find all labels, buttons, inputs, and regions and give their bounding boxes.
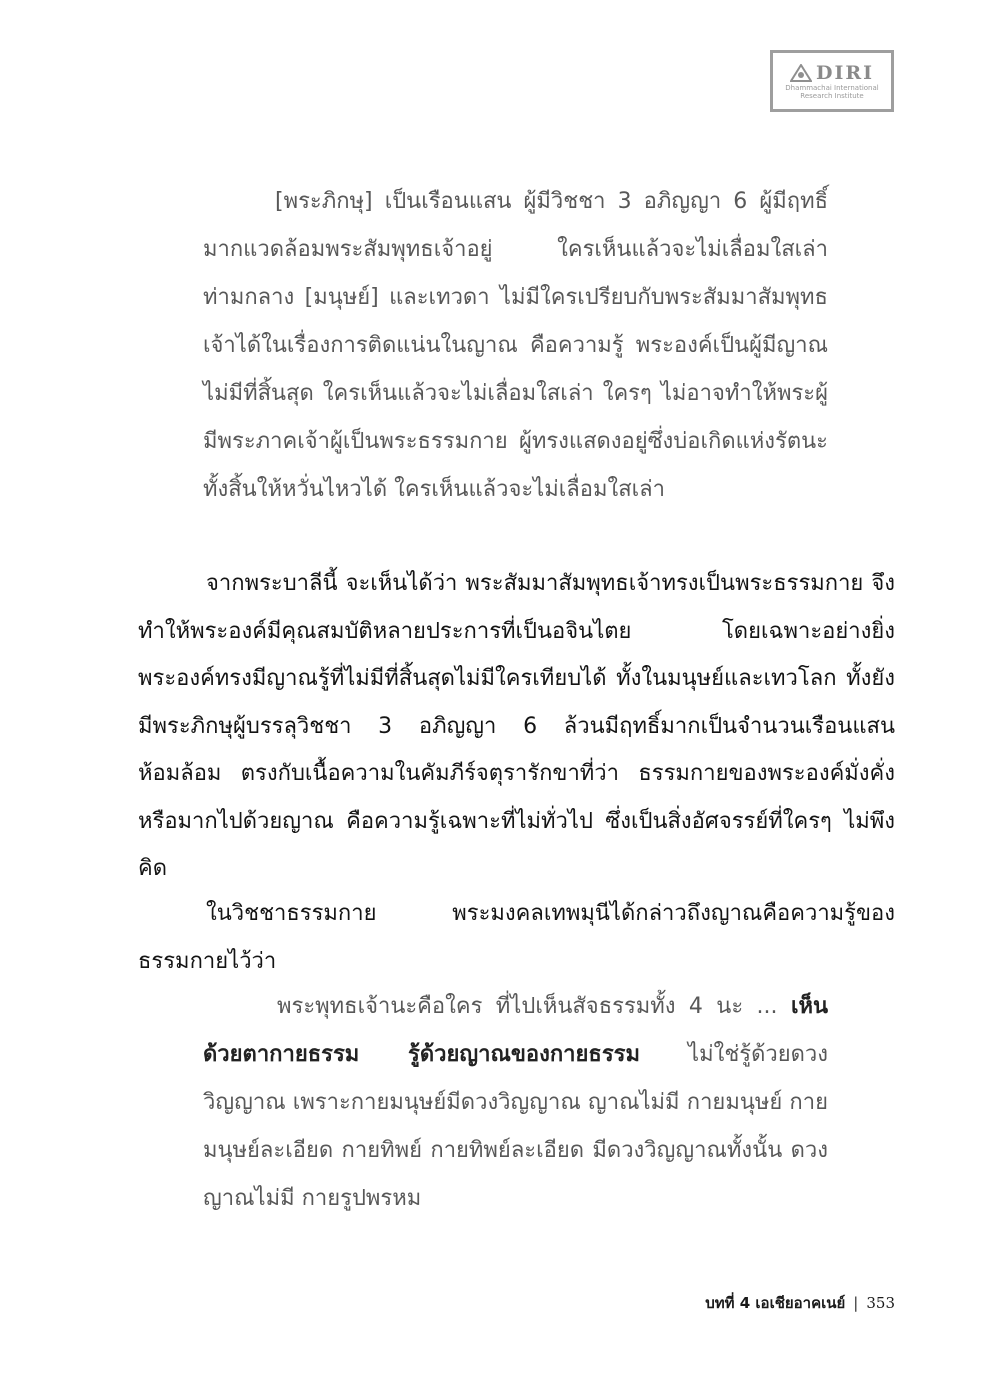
logo-name: DIRI: [815, 62, 875, 84]
body-paragraph-1: [138, 560, 895, 893]
paragraph2-text: ในวิชชาธรรมกาย พระมงคลเทพมุนีได้กล่าวถึงญาณคือความรู้ของธรรมกายไว้ว่า: [138, 901, 895, 974]
logo-row: [790, 62, 874, 84]
logo-subtitle-2: Research Institute: [800, 92, 864, 100]
paragraph1-text: จากพระบาลีนี้ จะเห็นได้ว่า พระสัมมาสัมพุทธเจ้าทรงเป็นพระธรรมกาย จึงทำให้พระองค์มีคุณสมบัติหลายประการที่เป็นอจินไตย โดยเฉพาะอย่างยิ่ง พระองค์ทรงมีญาณรู้ที่ไม่มีที่สิ้นสุดไม่มีใครเทียบได้ ทั้งในมนุษย์และเทวโลก ทั้งยังมีพระภิกษุผู้บรรลุวิชชา 3 อภิญญา 6 ล้วนมีฤทธิ์มากเป็นจำนวนเรือนแสนห้อมล้อม ตรงกับเนื้อความในคัมภีร์จตุรารักขาที่ว่า ธรรมกายของพระองค์มั่งคั่ง หรือมากไปด้วยญาณ คือความรู้เฉพาะที่ไม่ทั่วไป ซึ่งเป็นสิ่งอัศจรรย์ที่ใครๆ ไม่พึงคิด: [138, 571, 895, 881]
block-quote-1: [203, 178, 828, 514]
page-footer: [705, 1291, 895, 1315]
page-number: 353: [866, 1294, 895, 1312]
quote1-text: [พระภิกษุ] เป็นเรือนแสน ผู้มีวิชชา 3 อภิญญา 6 ผู้มีฤทธิ์มากแวดล้อมพระสัมพุทธเจ้าอยู่ ใครเห็นแล้วจะไม่เลื่อมใสเล่า ท่ามกลาง [มนุษย์] และเทวดา ไม่มีใครเปรียบกับพระสัมมาสัมพุทธเจ้าได้ในเรื่องการติดแน่นในญาณ คือความรู้ พระองค์เป็นผู้มีญาณไม่มีที่สิ้นสุด ใครเห็นแล้วจะไม่เลื่อมใสเล่า ใครๆ ไม่อาจทำให้พระผู้มีพระภาคเจ้าผู้เป็นพระธรรมกาย ผู้ทรงแสดงอยู่ซึ่งบ่อเกิดแห่งรัตนะทั้งสิ้นให้หวั่นไหวได้ ใครเห็นแล้วจะไม่เลื่อมใสเล่า: [203, 189, 828, 502]
triangle-logo-icon: [790, 64, 812, 82]
footer-separator: |: [853, 1294, 859, 1312]
quote2-bold: เห็นด้วยตากายธรรม รู้ด้วยญาณของกายธรรม: [203, 994, 828, 1067]
institute-logo: [770, 50, 894, 112]
block-quote-2: [203, 983, 828, 1223]
chapter-title: บทที่ 4 เอเชียอาคเนย์: [705, 1294, 846, 1312]
logo-subtitle-1: Dhammachai International: [785, 84, 879, 92]
quote2-intro: พระพุทธเจ้านะคือใคร ที่ไปเห็นสัจธรรมทั้ง 4 นะ ...: [277, 994, 778, 1019]
quote2-rest: ไม่ใช่รู้ด้วยดวงวิญญาณ เพราะกายมนุษย์มีดวงวิญญาณ ญาณไม่มี กายมนุษย์ กายมนุษย์ละเอียด กายทิพย์ กายทิพย์ละเอียด มีดวงวิญญาณทั้งนั้น ดวงญาณไม่มี กายรูปพรหม: [203, 1042, 829, 1211]
body-paragraph-2: [138, 890, 895, 985]
